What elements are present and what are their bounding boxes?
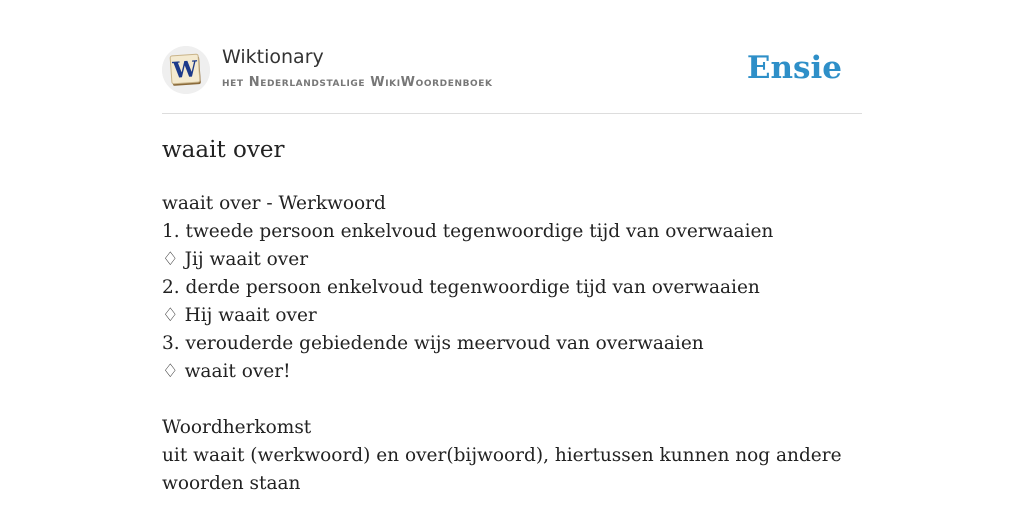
- page: [162, 0, 862, 512]
- site-name[interactable]: Wiktionary: [222, 46, 324, 68]
- sense-definition: 2. derde persoon enkelvoud tegenwoordige tijd van overwaaien: [162, 277, 760, 298]
- wiktionary-logo-icon: [162, 46, 210, 94]
- example-text: Hij waait over: [184, 305, 317, 326]
- example-marker-icon: ♢: [162, 249, 179, 270]
- site-tagline: het Nederlandstalige WikiWoordenboek: [222, 75, 493, 90]
- wiktionary-logo[interactable]: [162, 46, 210, 94]
- section-spacer: [162, 386, 862, 414]
- example-text: waait over!: [184, 361, 291, 382]
- example-text: Jij waait over: [184, 249, 309, 270]
- sense-example: [162, 358, 862, 386]
- sense-example: [162, 246, 862, 274]
- etymology-heading: Woordherkomst: [162, 417, 312, 438]
- entry-heading: waait over - Werkwoord: [162, 193, 386, 214]
- svg-text:W: W: [171, 56, 199, 84]
- page-title: waait over: [162, 137, 285, 163]
- sense-example: [162, 302, 862, 330]
- sense-definition: 1. tweede persoon enkelvoud tegenwoordige tijd van overwaaien: [162, 221, 774, 242]
- etymology-text: uit waait (werkwoord) en over(bijwoord), hiertussen kunnen nog andere woorden staan: [162, 445, 842, 494]
- example-marker-icon: ♢: [162, 305, 179, 326]
- sense-definition: 3. verouderde gebiedende wijs meervoud van overwaaien: [162, 333, 704, 354]
- site-header: [162, 46, 862, 96]
- example-marker-icon: ♢: [162, 361, 179, 382]
- header-divider: [162, 113, 862, 114]
- ensie-logo[interactable]: Ensie: [746, 50, 842, 86]
- entry-content: [162, 190, 862, 498]
